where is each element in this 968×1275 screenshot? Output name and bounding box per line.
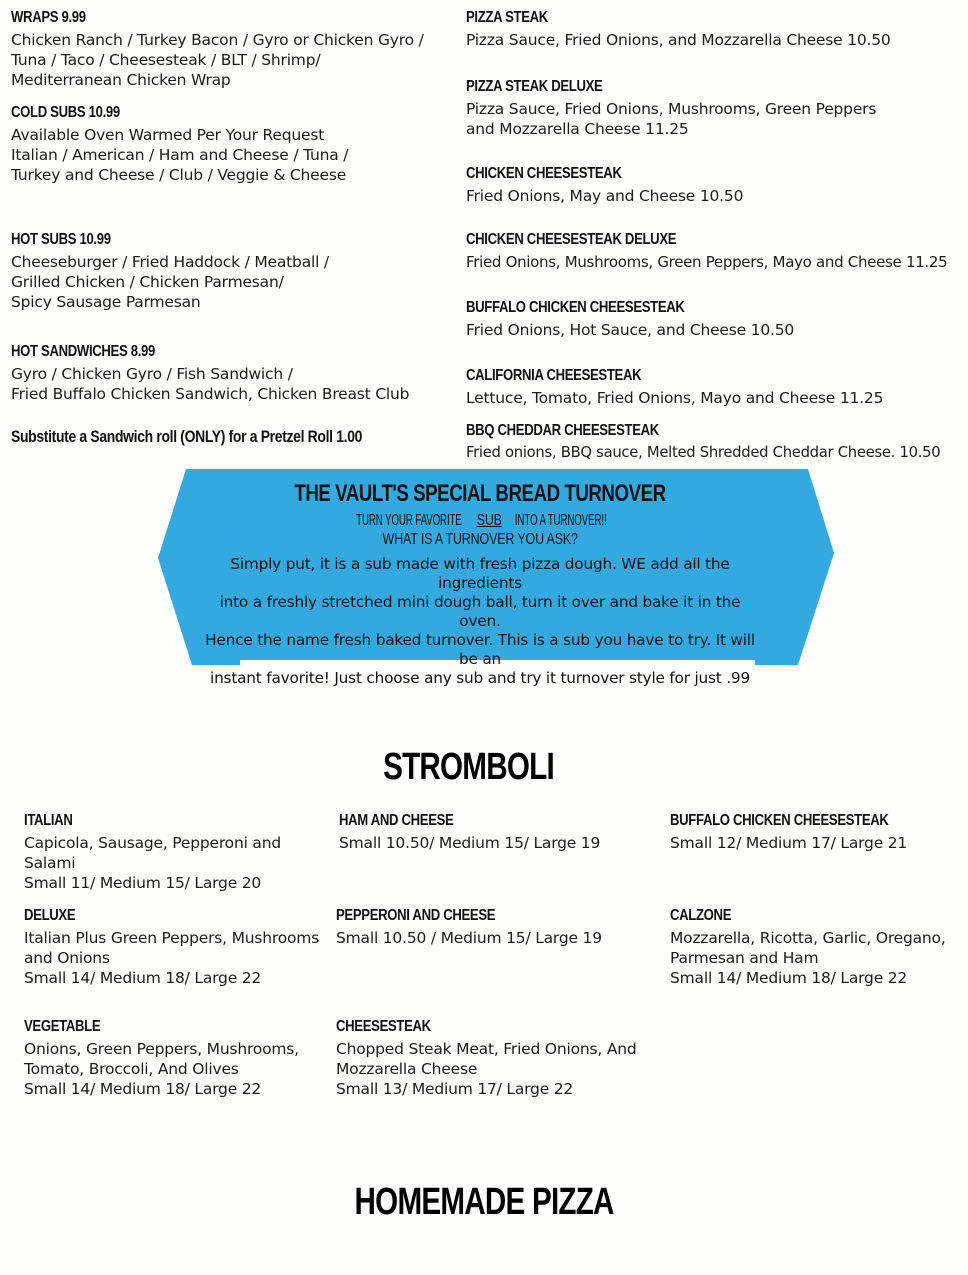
cold-subs-line: Turkey and Cheese / Club / Veggie & Cheese	[11, 166, 347, 184]
cheesesteak-desc: Pizza Sauce, Fried Onions, and Mozzarella Cheese 10.50	[466, 31, 891, 49]
stromboli-item-price: Small 11/ Medium 15/ Large 20	[24, 874, 262, 892]
turnover-question: WHAT IS A TURNOVER YOU ASK?	[382, 531, 578, 548]
stromboli-item-desc: Mozzarella Cheese	[336, 1060, 478, 1078]
stromboli-item-price: Small 14/ Medium 18/ Large 22	[670, 969, 908, 987]
stromboli-item-desc: Parmesan and Ham	[670, 949, 819, 967]
cheesesteak-desc: Pizza Sauce, Fried Onions, Mushrooms, Green Peppers	[466, 100, 877, 118]
cheesesteak-title: CHICKEN CHEESESTEAK DELUXE	[466, 231, 677, 248]
stromboli-item-title: ITALIAN	[24, 812, 73, 829]
stromboli-item	[336, 906, 602, 948]
stromboli-item-price: Small 10.50/ Medium 15/ Large 19	[339, 834, 601, 852]
stromboli-item	[336, 1017, 637, 1099]
hot-subs-line: Grilled Chicken / Chicken Parmesan/	[11, 273, 284, 291]
turnover-description	[200, 555, 760, 688]
cheesesteak-desc: Fried onions, BBQ sauce, Melted Shredded Cheddar Cheese. 10.50	[466, 444, 941, 461]
stromboli-item-price: Small 10.50 / Medium 15/ Large 19	[336, 929, 602, 947]
cheesesteak-desc: and Mozzarella Cheese 11.25	[466, 120, 689, 138]
stromboli-item-title: CALZONE	[670, 907, 732, 924]
stromboli-item-desc: Italian Plus Green Peppers, Mushrooms	[24, 929, 320, 947]
hot-sandwiches-line: Gyro / Chicken Gyro / Fish Sandwich /	[11, 365, 293, 383]
stromboli-item	[24, 811, 281, 893]
stromboli-item	[670, 906, 946, 988]
cheesesteak-title: CALIFORNIA CHEESESTEAK	[466, 367, 642, 384]
stromboli-item	[670, 811, 937, 853]
stromboli-item-desc: Mozzarella, Ricotta, Garlic, Oregano,	[670, 929, 946, 947]
turnover-banner	[200, 480, 760, 688]
stromboli-item-desc: Tomato, Broccoli, And Olives	[24, 1060, 239, 1078]
turnover-body-line: Hence the name fresh baked turnover. This is a sub you have to try. It will be an	[205, 631, 755, 668]
cold-subs-title: COLD SUBS 10.99	[11, 104, 120, 121]
cold-subs-line: Available Oven Warmed Per Your Request	[11, 126, 325, 144]
hot-subs-title: HOT SUBS 10.99	[11, 231, 111, 248]
stromboli-item-desc: Chopped Steak Meat, Fried Onions, And	[336, 1040, 637, 1058]
wraps-line: Chicken Ranch / Turkey Bacon / Gyro or Chicken Gyro /	[11, 31, 424, 49]
stromboli-item-title: DELUXE	[24, 907, 76, 924]
turnover-title: THE VAULT'S SPECIAL BREAD TURNOVER	[294, 480, 666, 507]
stromboli-item-desc: Onions, Green Peppers, Mushrooms,	[24, 1040, 299, 1058]
turnover-body-line: Simply put, it is a sub made with fresh pizza dough. WE add all the ingredients	[230, 555, 730, 592]
turnover-body-line: into a freshly stretched mini dough ball, turn it over and bake it in the oven.	[219, 593, 741, 630]
cheesesteak-desc: Lettuce, Tomato, Fried Onions, Mayo and Cheese 11.25	[466, 389, 884, 407]
stromboli-item-title: VEGETABLE	[24, 1018, 101, 1035]
hot-subs-line: Cheeseburger / Fried Haddock / Meatball /	[11, 253, 329, 271]
cheesesteak-desc: Fried Onions, Hot Sauce, and Cheese 10.50	[466, 321, 795, 339]
pretzel-roll-note: Substitute a Sandwich roll (ONLY) for a Pretzel Roll 1.00	[11, 427, 363, 446]
stromboli-item-price: Small 12/ Medium 17/ Large 21	[670, 834, 908, 852]
cheesesteak-title: BBQ CHEDDAR CHEESESTEAK	[466, 422, 659, 439]
hot-sandwiches-line: Fried Buffalo Chicken Sandwich, Chicken Breast Club	[11, 385, 410, 403]
stromboli-item-title: BUFFALO CHICKEN CHEESESTEAK	[670, 812, 889, 829]
wraps-title: WRAPS 9.99	[11, 9, 86, 26]
cheesesteak-title: BUFFALO CHICKEN CHEESESTEAK	[466, 299, 685, 316]
stromboli-item-title: PEPPERONI AND CHEESE	[336, 907, 496, 924]
wraps-line: Mediterranean Chicken Wrap	[11, 71, 231, 89]
cheesesteak-title: PIZZA STEAK	[466, 9, 548, 26]
stromboli-item-price: Small 14/ Medium 18/ Large 22	[24, 969, 262, 987]
stromboli-item	[24, 1017, 299, 1099]
stromboli-item-desc: and Onions	[24, 949, 110, 967]
wraps-line: Tuna / Taco / Cheesesteak / BLT / Shrimp/	[11, 51, 321, 69]
hot-subs-line: Spicy Sausage Parmesan	[11, 293, 201, 311]
stromboli-item	[24, 906, 319, 988]
stromboli-item-price: Small 14/ Medium 18/ Large 22	[24, 1080, 262, 1098]
cheesesteak-desc: Fried Onions, Mushrooms, Green Peppers, Mayo and Cheese 11.25	[466, 253, 948, 271]
stromboli-item-price: Small 13/ Medium 17/ Large 22	[336, 1080, 574, 1098]
cheesesteak-title: CHICKEN CHEESESTEAK	[466, 165, 622, 182]
stromboli-item-desc: Salami	[24, 854, 76, 872]
cheesesteak-title: PIZZA STEAK DELUXE	[466, 78, 603, 95]
stromboli-item	[339, 811, 600, 853]
stromboli-heading: STROMBOLI	[382, 746, 554, 788]
stromboli-item-title: CHEESESTEAK	[336, 1018, 431, 1035]
hot-sandwiches-title: HOT SANDWICHES 8.99	[11, 343, 155, 360]
stromboli-item-title: HAM AND CHEESE	[339, 812, 454, 829]
turnover-body-line: instant favorite! Just choose any sub and try it turnover style for just .99	[210, 669, 750, 687]
cold-subs-line: Italian / American / Ham and Cheese / Tuna /	[11, 146, 349, 164]
stromboli-item-desc: Capicola, Sausage, Pepperoni and	[24, 834, 281, 852]
turnover-subtitle: TURN YOUR FAVORITESUBINTO A TURNOVER!!	[355, 512, 607, 529]
cheesesteak-desc: Fried Onions, May and Cheese 10.50	[466, 187, 744, 205]
homemade-pizza-heading: HOMEMADE PIZZA	[354, 1181, 614, 1223]
